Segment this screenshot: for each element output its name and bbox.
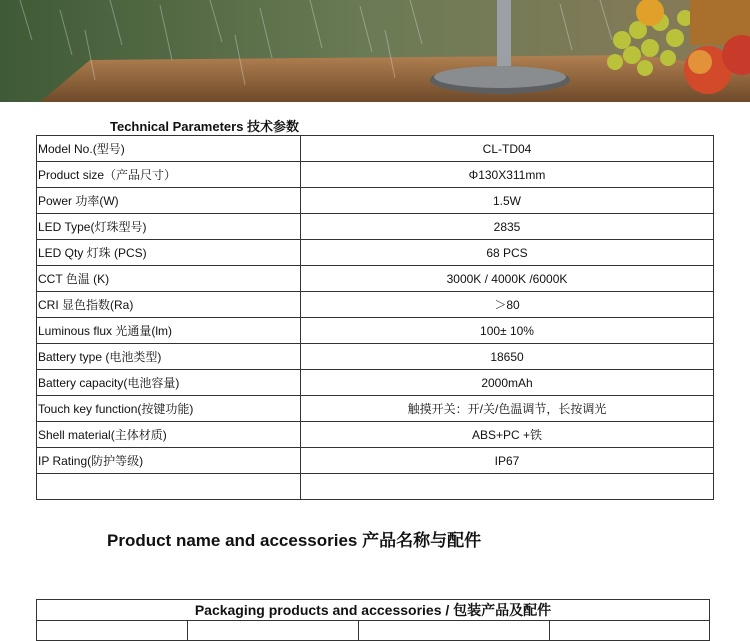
param-value: CL-TD04 (301, 136, 714, 162)
param-value (301, 474, 714, 500)
accessories-section-title: Product name and accessories 产品名称与配件 (107, 531, 482, 550)
param-label: Battery capacity(电池容量) (37, 370, 301, 396)
param-value: 1.5W (301, 188, 714, 214)
param-label: Battery type (电池类型) (37, 344, 301, 370)
param-label: Touch key function(按键功能) (37, 396, 301, 422)
param-row (37, 240, 714, 266)
param-value: 100± 10% (301, 318, 714, 344)
param-label: Luminous flux 光通量(lm) (37, 318, 301, 344)
technical-parameters-title: Technical Parameters 技术参数 (110, 119, 300, 134)
param-label: Power 功率(W) (37, 188, 301, 214)
param-label: LED Type(灯珠型号) (37, 214, 301, 240)
packaging-cell (550, 621, 709, 641)
param-label: Shell material(主体材质) (37, 422, 301, 448)
param-value: ＞80 (301, 292, 714, 318)
technical-parameters-table (36, 135, 714, 500)
param-label: IP Rating(防护等级) (37, 448, 301, 474)
param-row (37, 396, 714, 422)
packaging-table (36, 599, 710, 641)
packaging-cell (37, 621, 188, 641)
param-row (37, 474, 714, 500)
param-label: Model No.(型号) (37, 136, 301, 162)
param-row (37, 214, 714, 240)
param-label: Product size（产品尺寸） (37, 162, 301, 188)
param-value: 触摸开关：开/关/色温调节，长按调光 (301, 396, 714, 422)
packaging-table-header: Packaging products and accessories / 包装产品及配件 (37, 600, 709, 621)
param-row (37, 370, 714, 396)
packaging-cell (188, 621, 359, 641)
param-row (37, 422, 714, 448)
param-value: 18650 (301, 344, 714, 370)
param-row (37, 292, 714, 318)
param-value: 3000K / 4000K /6000K (301, 266, 714, 292)
param-value: 68 PCS (301, 240, 714, 266)
param-label: CCT 色温 (K) (37, 266, 301, 292)
banner-illustration (0, 0, 750, 102)
param-row (37, 318, 714, 344)
product-banner-image (0, 0, 750, 102)
param-label (37, 474, 301, 500)
param-value: 2000mAh (301, 370, 714, 396)
param-value: Φ130X311mm (301, 162, 714, 188)
param-value: 2835 (301, 214, 714, 240)
param-row (37, 344, 714, 370)
param-row (37, 162, 714, 188)
param-value: IP67 (301, 448, 714, 474)
param-row (37, 136, 714, 162)
param-row (37, 266, 714, 292)
packaging-table-row (37, 621, 709, 641)
param-label: CRI 显色指数(Ra) (37, 292, 301, 318)
packaging-cell (359, 621, 550, 641)
param-value: ABS+PC +铁 (301, 422, 714, 448)
param-label: LED Qty 灯珠 (PCS) (37, 240, 301, 266)
param-row (37, 188, 714, 214)
param-row (37, 448, 714, 474)
